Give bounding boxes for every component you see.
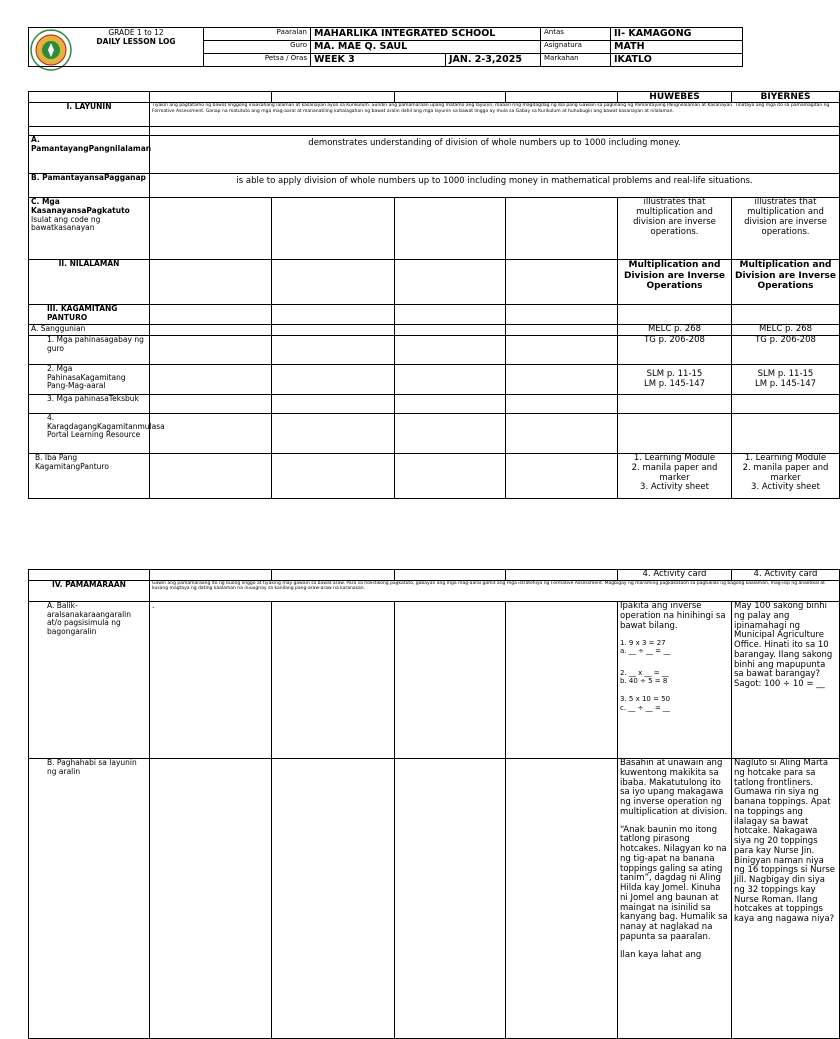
kasanayan-note: Isulat ang code ng bawatkasanayan: [31, 214, 101, 233]
quarter-value: IKATLO: [611, 54, 743, 67]
nilalaman-friday: Multiplication and Division are Inverse Operations: [732, 260, 840, 305]
pamantayang-pangnilalaman-label: A. PamantayangPangnilalaman: [29, 136, 150, 174]
week-value: WEEK 3: [311, 54, 446, 67]
item1-thursday: TG p. 206-208: [618, 336, 732, 365]
activity-card-friday: 4. Activity card: [732, 570, 840, 581]
item1-label: 1. Mga pahinasagabay ng guro: [29, 336, 150, 365]
balik-aral-thursday: [618, 602, 732, 759]
paghahabi-friday: Nagluto si Aling Marta ng hotcake para sa tatlong frontliners. Gumawa rin siya ng banana toppings. Apat na toppings ang ilalagay sa bawat hotcake. Nakagawa siya ng 20 toppings para kay Nurse Jin. Binigyan naman niya ng 16 toppings si Nurse Jill. Nagbigay din siya ng 32 toppings kay Nurse Roman. Ilang hotcakes at toppings kaya ang nagawa niya?: [732, 759, 840, 1039]
pamamaraan-table: [28, 569, 840, 1039]
balik-aral-q3: 3. 5 x 10 = 50: [620, 695, 671, 704]
balik-aral-q2: 2. __ x __ = __: [620, 669, 669, 678]
balik-aral-q3-answer: c. __ ÷ __ = __: [620, 703, 670, 712]
balik-aral-thursday-intro: Ipakita ang inverse operation na hinihingi sa bawat bilang.: [620, 601, 726, 631]
balik-aral-label: A. Balik-aralsanakaraangaralin at/o pagsisimula ng bagongaralin: [29, 602, 150, 759]
school-name: MAHARLIKA INTEGRATED SCHOOL: [311, 28, 541, 41]
iba-pang-friday: [732, 454, 840, 499]
item2-thursday-lm: LM p. 145-147: [643, 378, 706, 389]
form-title-line2: DAILY LESSON LOG: [96, 37, 176, 47]
form-title-line1: GRADE 1 to 12: [108, 28, 164, 37]
iba-thursday-item: 2. manila paper and marker: [631, 462, 718, 483]
balik-aral-monday: .: [150, 602, 272, 759]
paghahabi-label: B. Paghahabi sa layunin ng aralin: [29, 759, 150, 1039]
activity-card-thursday: 4. Activity card: [618, 570, 732, 581]
balik-aral-q1-answer: a. __ ÷ __ = __: [620, 647, 671, 656]
kagamitan-label: III. KAGAMITANG PANTURO: [29, 305, 150, 325]
teacher-label: Guro: [204, 41, 311, 54]
melc-thursday: MELC p. 268: [618, 325, 732, 336]
item2-friday: [732, 365, 840, 395]
item2-label: 2. Mga PahinasaKagamitang Pang-Mag-aaral: [29, 365, 150, 395]
item2-thursday-slm: SLM p. 11-15: [646, 368, 703, 379]
item2-friday-slm: SLM p. 11-15: [757, 368, 814, 379]
pamantayan-sa-pagganap-text: is able to apply division of whole numbers up to 1000 including money in mathematical problems and real-life situations.: [150, 174, 840, 198]
item2-friday-lm: LM p. 145-147: [754, 378, 817, 389]
paghahabi-thursday-p1: Basahin at unawain ang kuwentong makikita sa ibaba. Makatutulong ito sa iyo upang makagawa ng inverse operation ng multiplication at division.: [620, 758, 728, 817]
grade-label: Antas: [541, 28, 611, 41]
kasanayan-cell: [29, 198, 150, 260]
iba-pang-label: B. Iba Pang KagamitangPanturo: [29, 454, 150, 499]
pamantayan-sa-pagganap-label: B. PamantayansaPagganap: [29, 174, 150, 198]
balik-aral-q1: 1. 9 x 3 = 27: [620, 639, 666, 648]
iba-thursday-item: 1. Learning Module: [633, 453, 716, 464]
subject-label: Asignatura: [541, 41, 611, 54]
pamamaraan-label: IV. PAMAMARAAN: [29, 581, 150, 602]
paghahabi-thursday: [618, 759, 732, 1039]
iba-friday-item: 2. manila paper and marker: [742, 462, 829, 483]
quarter-label: Markahan: [541, 54, 611, 67]
iba-friday-item: 1. Learning Module: [744, 453, 827, 464]
balik-aral-q2-answer: b. 40 ÷ 5 = 8: [620, 677, 668, 686]
dates-value: JAN. 2-3,2025: [446, 54, 541, 67]
item2-thursday: [618, 365, 732, 395]
kasanayan-label: C. Mga KasanayansaPagkatuto: [31, 197, 130, 215]
layunin-note: Tiyakin ang pagtatamo ng bawat linggong inaasahang lalaman at kasanayan ayon sa Kurikulum. Sundin ang pamamaraan upang matamo ang layunin, maaari ring magdagdag ng iba pang Gawain sa paglinang ng Pamantayang Pangnilalaman at Kasanayan. Tinataya ang mga ito sa pamamagitan ng Formative Assessment. Ganap na matututo ang mga mag-aaral at mananatiling kahalagahan ng bawat aralin dahil ang mga layunin sa bawat linggo ay mula sa Gabay sa Kurikulum at huhubugin ang bawat kasanayan at nilalaman.: [150, 103, 840, 127]
pamantayang-pangnilalaman-text: demonstrates understanding of division of whole numbers up to 1000 including money.: [150, 136, 840, 174]
day-thursday: HUWEBES: [618, 92, 732, 103]
paghahabi-thursday-p2: “Anak baunin mo itong tatlong pirasong hotcakes. Nilagyan ko na ng tig-apat na banana toppings galing sa ating tanim”, dagdag ni Aling Hilda kay Jomel. Kinuha ni Jomel ang baunan at maingat na isinilid sa kanyang bag. Humalik sa nanay at naglakad na papunta sa paaralan.: [620, 824, 728, 943]
iba-friday-item: 3. Activity sheet: [751, 482, 820, 493]
iba-pang-thursday: [618, 454, 732, 499]
pamamaraan-note: Gawin ang pamamaraang ito ng buong linggo at tiyaking may gawain sa bawat araw. Para sa holistikong pagkatuto, gabayan ang mga mag-aaral gamit ang mga istratehiya ng Formative Assessment. Magbigay ng maraming pagkakataon sa pagtuklas ng bagong kaalaman, mag-isip ng analitikal at kusang magtaya ng dating kaalaman na iniuugnay sa kanilang pang-araw-araw na karanasan.: [150, 581, 840, 602]
item3-label: 3. Mga pahinasaTeksbuk: [29, 395, 150, 414]
kasanayan-friday: illustrates that multiplication and division are inverse operations.: [732, 198, 840, 260]
nilalaman-thursday: Multiplication and Division are Inverse Operations: [618, 260, 732, 305]
balik-aral-friday: May 100 sakong binhi ng palay ang ipinamahagi ng Municipal Agriculture Office. Hinati ito sa 10 barangay. Ilang sakong binhi ang mapupunta sa bawat barangay? Sagot: 100 ÷ 10 = __: [732, 602, 840, 759]
teacher-name: MA. MAE Q. SAUL: [311, 41, 541, 54]
layunin-label: I. LAYUNIN: [29, 103, 150, 127]
subject-value: MATH: [611, 41, 743, 54]
melc-friday: MELC p. 268: [732, 325, 840, 336]
iba-thursday-item: 3. Activity sheet: [640, 482, 709, 493]
kasanayan-thursday: illustrates that multiplication and division are inverse operations.: [618, 198, 732, 260]
nilalaman-label: II. NILALAMAN: [29, 260, 150, 305]
date-label: Petsa / Oras: [204, 54, 311, 67]
school-label: Paaralan: [204, 28, 311, 41]
paghahabi-thursday-p3: Ilan kaya lahat ang: [620, 949, 702, 960]
lesson-log-table: [28, 91, 840, 499]
item4-label: 4. KaragdagangKagamitanmulasa Portal Learning Resource: [29, 414, 150, 454]
grade-value: II- KAMAGONG: [611, 28, 743, 41]
header-table: [28, 27, 743, 67]
day-friday: BIYERNES: [732, 92, 840, 103]
sanggunian-label: A. Sanggunian: [29, 325, 150, 336]
item1-friday: TG p. 206-208: [732, 336, 840, 365]
